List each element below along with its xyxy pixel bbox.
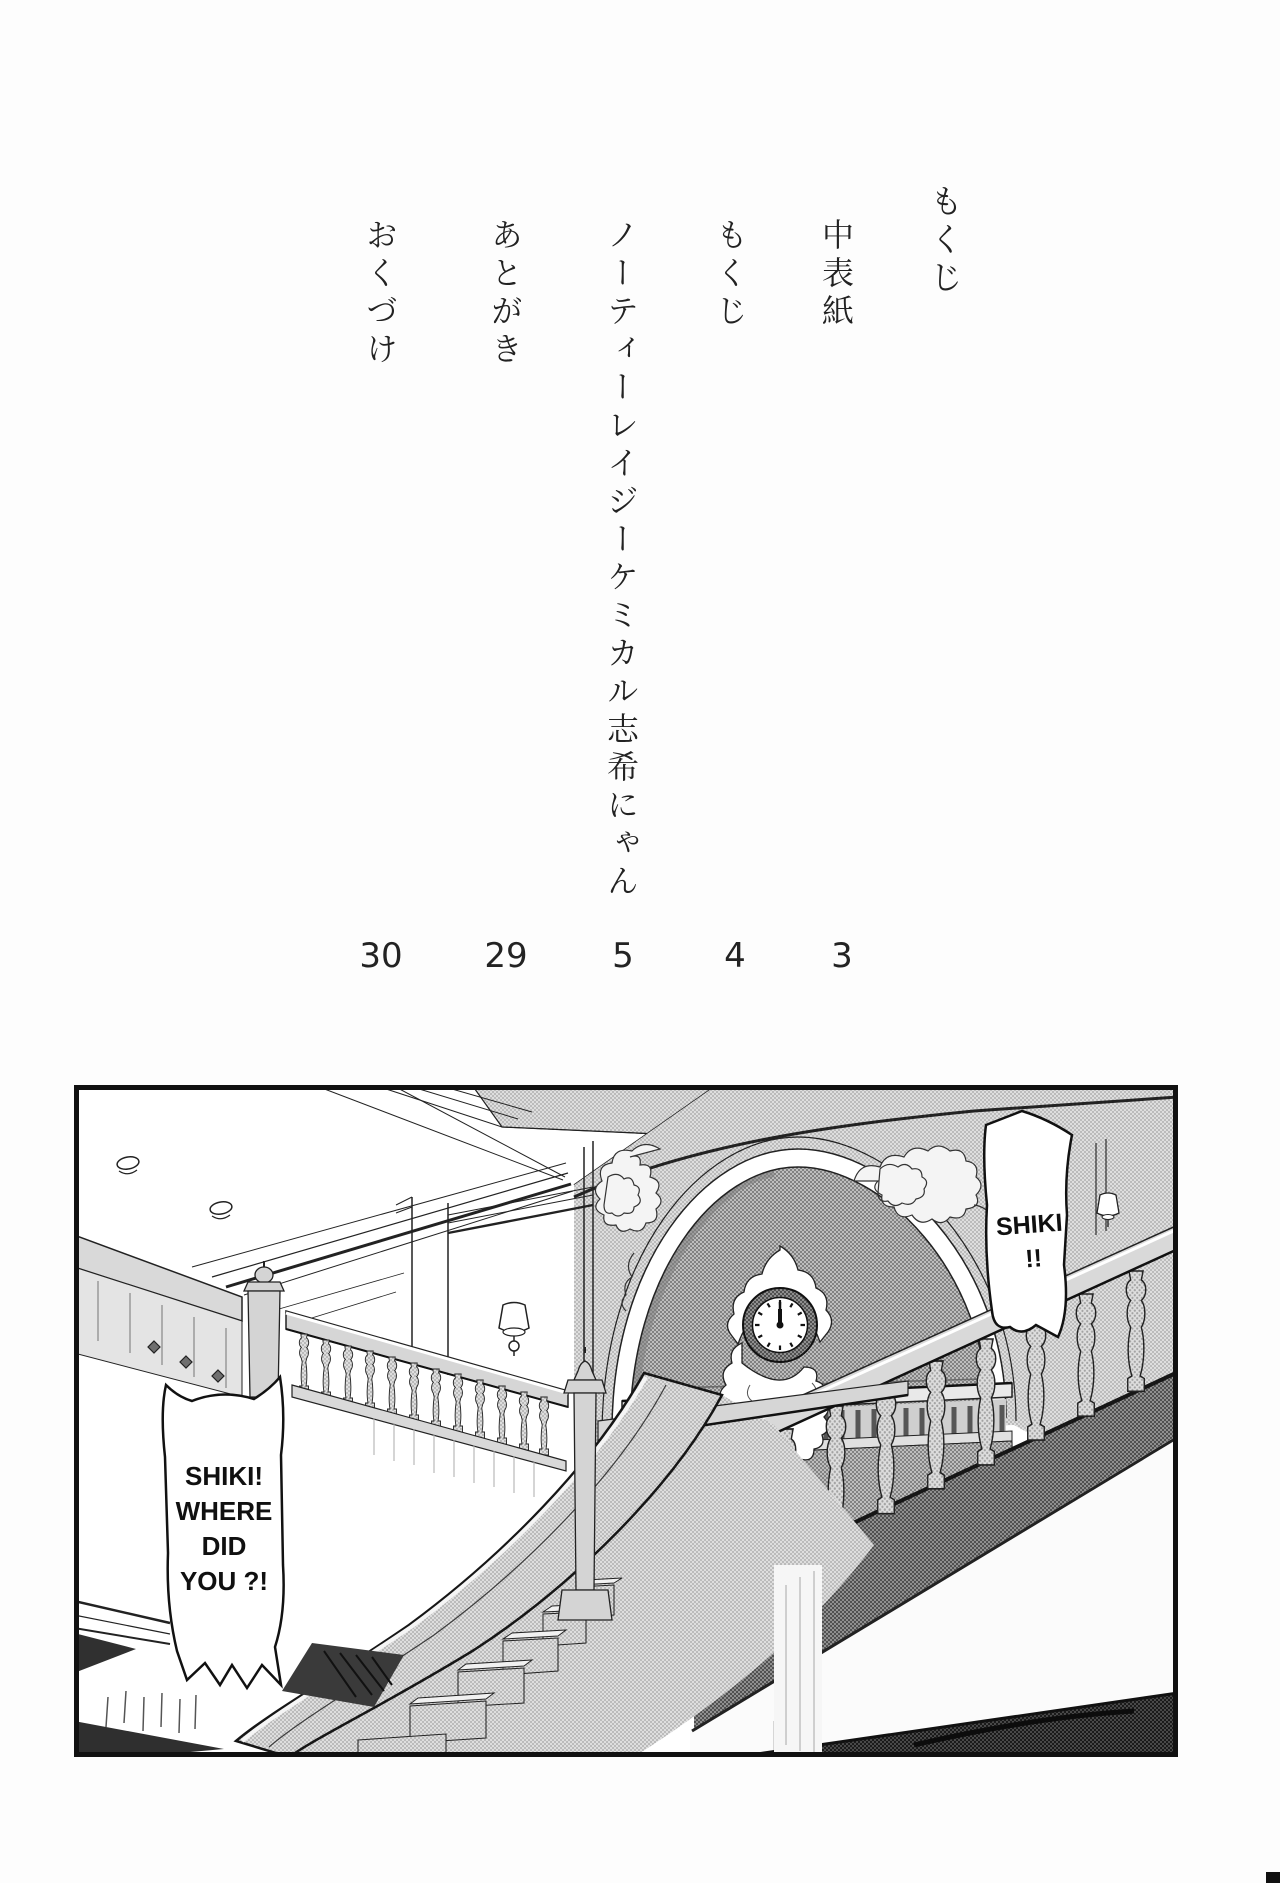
- manga-panel: [74, 1085, 1178, 1757]
- toc-entry-label: ノーティーレイジーケミカル志希にゃん: [602, 218, 640, 902]
- bubble-text: SHIKI: [995, 1208, 1064, 1242]
- toc-entry-label: おくづけ: [361, 218, 399, 370]
- toc-entry-page: 3: [831, 936, 853, 976]
- scan-corner-mark: [1266, 1872, 1280, 1883]
- speech-bubble-right: [984, 1111, 1072, 1337]
- toc-entry-label: 中表紙: [817, 218, 855, 332]
- toc-entry-label: もくじ: [711, 218, 749, 332]
- toc-entry-page: 4: [724, 936, 746, 976]
- bubble-text: WHERE: [175, 1496, 273, 1526]
- newel-post: [244, 1261, 284, 1397]
- toc-entry-page: 5: [612, 936, 634, 976]
- bubble-text: DID: [201, 1531, 247, 1561]
- toc-entry-page: 30: [359, 936, 403, 976]
- page-title: もくじ: [925, 184, 964, 298]
- bubble-text: !!: [1024, 1244, 1043, 1274]
- toc-entry-label: あとがき: [486, 218, 524, 370]
- toc-entry-page: 29: [484, 936, 528, 976]
- speech-bubble-left: [163, 1377, 284, 1688]
- bubble-text: SHIKI!: [185, 1461, 263, 1491]
- bubble-text: YOU ?!: [179, 1566, 269, 1596]
